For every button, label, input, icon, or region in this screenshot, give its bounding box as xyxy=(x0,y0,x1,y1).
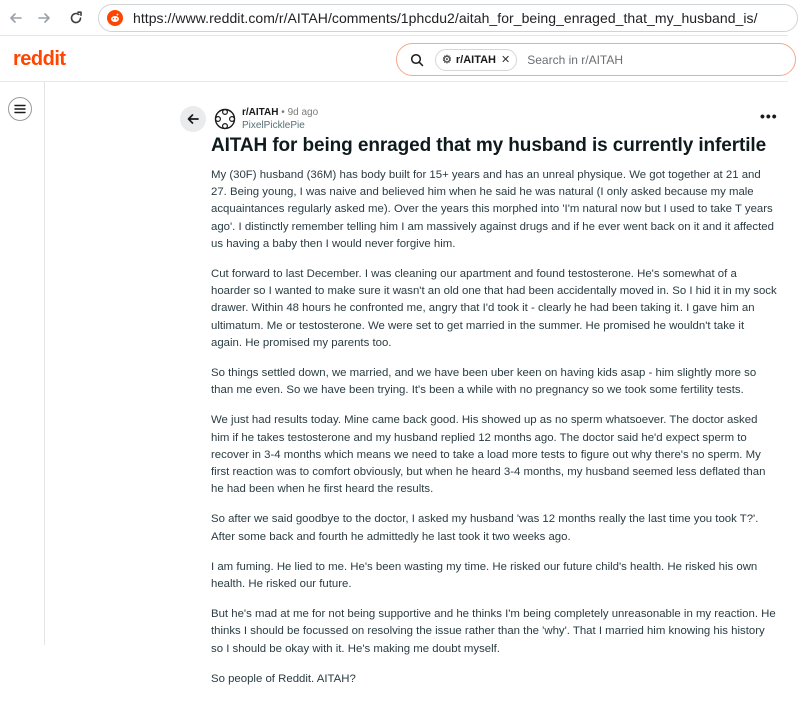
post-paragraph: So things settled down, we married, and we have been uber keen on having kids asap - him slightly more so than me even. So we have been trying. It's been a while with no pregnancy so we took some fertility tests. xyxy=(211,367,757,397)
menu-toggle-button[interactable] xyxy=(8,97,32,121)
post-paragraph: But he's mad at me for not being supportive and he thinks I'm being completely unreasonable in my reaction. He thinks I should be focussed on resolving the issue rather than the 'why'. That I married him knowing his history so I should be okay with it. He's making me doubt myself. xyxy=(211,608,776,655)
reload-icon[interactable] xyxy=(66,8,86,28)
search-placeholder: Search in r/AITAH xyxy=(527,52,624,67)
post-age: 9d ago xyxy=(287,107,319,118)
sidebar-divider xyxy=(44,82,45,645)
post-body xyxy=(211,167,777,701)
search-input[interactable] xyxy=(396,43,796,76)
post-title: AITAH for being enraged that my husband is currently infertile xyxy=(211,135,767,156)
search-icon xyxy=(409,52,425,68)
community-gear-icon: ⚙ xyxy=(442,54,452,66)
back-arrow-icon[interactable] xyxy=(6,8,26,28)
post-meta xyxy=(242,106,318,132)
subreddit-link[interactable]: r/AITAH xyxy=(242,107,279,118)
close-icon[interactable]: ✕ xyxy=(501,54,511,66)
post-paragraph: So people of Reddit. AITAH? xyxy=(211,672,356,685)
post-paragraph: So after we said goodbye to the doctor, I asked my husband 'was 12 months really the last time you took T?'. After some back and fourth he admittedly he last took it two weeks ago. xyxy=(211,513,759,543)
meta-separator: • xyxy=(281,107,285,118)
url-text: https://www.reddit.com/r/AITAH/comments/1phcdu2/aitah_for_being_enraged_that_my_husband_is/ xyxy=(133,10,758,26)
browser-toolbar xyxy=(0,0,788,36)
site-header xyxy=(0,37,788,82)
subreddit-avatar-icon[interactable] xyxy=(214,108,236,130)
more-options-button[interactable]: ••• xyxy=(760,108,778,124)
community-chip-label: r/AITAH xyxy=(455,53,497,66)
reddit-favicon-icon xyxy=(107,10,123,26)
post-paragraph: My (30F) husband (36M) has body built for 15+ years and has an unreal physique. We got together at 21 and 27. Being young, I was naive and believed him when he said he was natural (I only asked because my male acquaintances regularly asked me). Over the years this morphed into 'I'm natural now but I used to take T years ago'. I distinctly remember telling him I am massively against drugs and if he ever went back on it and it affected us having a baby then I would never forgive him. xyxy=(211,169,774,250)
forward-arrow-icon[interactable] xyxy=(34,8,54,28)
back-button[interactable] xyxy=(180,106,206,132)
post-paragraph: Cut forward to last December. I was cleaning our apartment and found testosterone. He's somewhat of a hoarder so I wanted to make sure it wasn't an old one that had been accidentally moved in. So I hid it in my sock drawer. Within 48 hours he confronted me, angry that I'd took it - clearly he had been taking it. I gave him an ultimatum. Me or testosterone. We were set to get married in the summer. He promised he wouldn't take it again. He promised my parents too. xyxy=(211,268,777,349)
hamburger-icon xyxy=(14,104,26,114)
community-filter-chip[interactable] xyxy=(435,49,517,71)
post-paragraph: We just had results today. Mine came back good. His showed up as no sperm whatsoever. The doctor asked him if he takes testosterone and my husband replied 12 months ago. The doctor said he'd expect sperm to recover in 3-4 months which means we need to take a load more tests to figure out why there's no sperm. My first reaction was to comfort obviously, but when he heard 3-4 months, my husband seemed less deflated than he had been when he first heard the results. xyxy=(211,414,766,496)
author-link[interactable]: PixelPicklePie xyxy=(242,120,305,131)
reddit-logo[interactable]: reddit xyxy=(13,48,66,70)
back-arrow-icon xyxy=(186,112,200,126)
post-paragraph: I am fuming. He lied to me. He's been wasting my time. He risked our future child's health. He risked his own health. He risked our future. xyxy=(211,560,758,591)
address-bar[interactable] xyxy=(98,4,798,32)
